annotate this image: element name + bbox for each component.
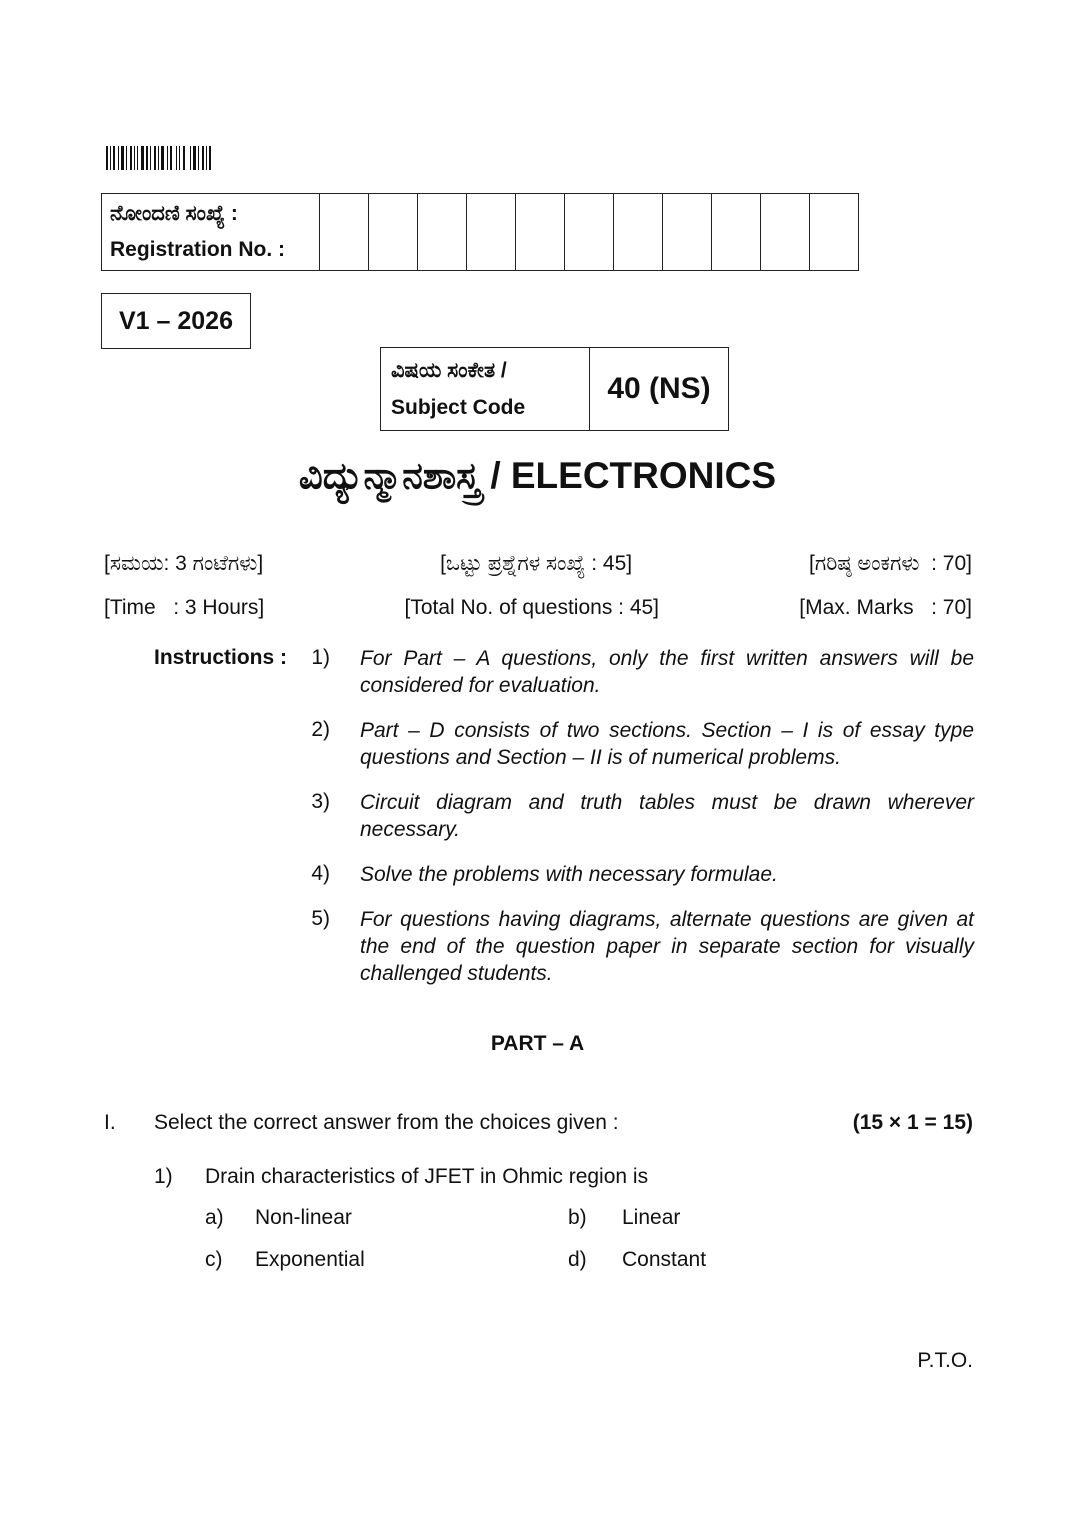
registration-digit-box[interactable] [418,194,467,270]
total-questions-english: [Total No. of questions : 45] [404,596,660,619]
question-number: 1) [154,1165,173,1188]
registration-label-english: Registration No. : [110,238,286,261]
registration-digit-box[interactable] [712,194,761,270]
please-turn-over: P.T.O. [917,1349,973,1372]
instruction-text: Circuit diagram and truth tables must be drawn wherever necessary. [360,791,974,841]
instruction-number: 3) [311,790,330,813]
registration-digit-box[interactable] [320,194,369,270]
instruction-text: Solve the problems with necessary formulae. [360,863,778,886]
section-instruction: Select the correct answer from the choices given : [154,1111,619,1134]
subject-code-label [381,348,590,430]
paper-code-box: V1 – 2026 [101,293,251,349]
instruction-number: 2) [311,718,330,741]
section-number: I. [104,1111,116,1134]
option-label: a) [205,1206,224,1229]
time-kannada: [ಸಮಯ: 3 ಗಂಟೆಗಳು] [104,552,264,575]
registration-digit-box[interactable] [810,194,858,270]
meta-row-kannada [104,552,972,576]
registration-digit-box[interactable] [565,194,614,270]
subject-code-value: 40 (NS) [607,372,711,405]
registration-label [102,194,320,270]
option-text: Linear [622,1206,681,1229]
instruction-number: 4) [311,862,330,885]
barcode [106,146,248,170]
registration-digit-box[interactable] [663,194,712,270]
meta-row-english [104,596,972,620]
subject-code-table [380,347,729,431]
registration-label-kannada: ನೋಂದಣಿ ಸಂಖ್ಯೆ : [110,202,238,225]
option-label: c) [205,1248,223,1271]
registration-digit-box[interactable] [369,194,418,270]
paper-title: ವಿದ್ಯುನ್ಮಾನಶಾಸ್ತ್ರ / ELECTRONICS [298,455,777,496]
max-marks-kannada: [ಗರಿಷ್ಠ ಅಂಕಗಳು : 70] [809,552,972,575]
instruction-number: 5) [311,907,330,930]
total-questions-kannada: [ಒಟ್ಟು ಪ್ರಶ್ನೆಗಳ ಸಂಖ್ಯೆ : 45] [440,552,633,575]
instruction-text: Part – D consists of two sections. Section – I is of essay type questions and Section – II is of numerical problems. [360,719,974,769]
instruction-number: 1) [311,646,330,669]
registration-number-table [101,193,859,271]
registration-digit-box[interactable] [761,194,810,270]
instruction-text: For Part – A questions, only the first written answers will be considered for evaluation. [360,647,974,697]
instructions-label: Instructions : [154,646,288,669]
question-text: Drain characteristics of JFET in Ohmic region is [205,1165,649,1188]
subject-code-label-kannada: ವಿಷಯ ಸಂಕೇತ / [391,359,507,382]
registration-digit-box[interactable] [614,194,663,270]
time-english: [Time : 3 Hours] [104,596,265,619]
option-text: Exponential [255,1248,365,1271]
option-text: Constant [622,1248,707,1271]
instruction-text: For questions having diagrams, alternate questions are given at the end of the question paper in separate section for visually challenged students. [360,908,974,985]
registration-digit-box[interactable] [516,194,565,270]
part-a-heading: PART – A [490,1032,585,1055]
section-marks: (15 × 1 = 15) [852,1111,973,1134]
subject-code-label-english: Subject Code [391,396,526,419]
registration-digit-box[interactable] [467,194,516,270]
option-text: Non-linear [255,1206,352,1229]
option-label: d) [568,1248,587,1271]
option-label: b) [568,1206,587,1229]
max-marks-english: [Max. Marks : 70] [799,596,972,619]
